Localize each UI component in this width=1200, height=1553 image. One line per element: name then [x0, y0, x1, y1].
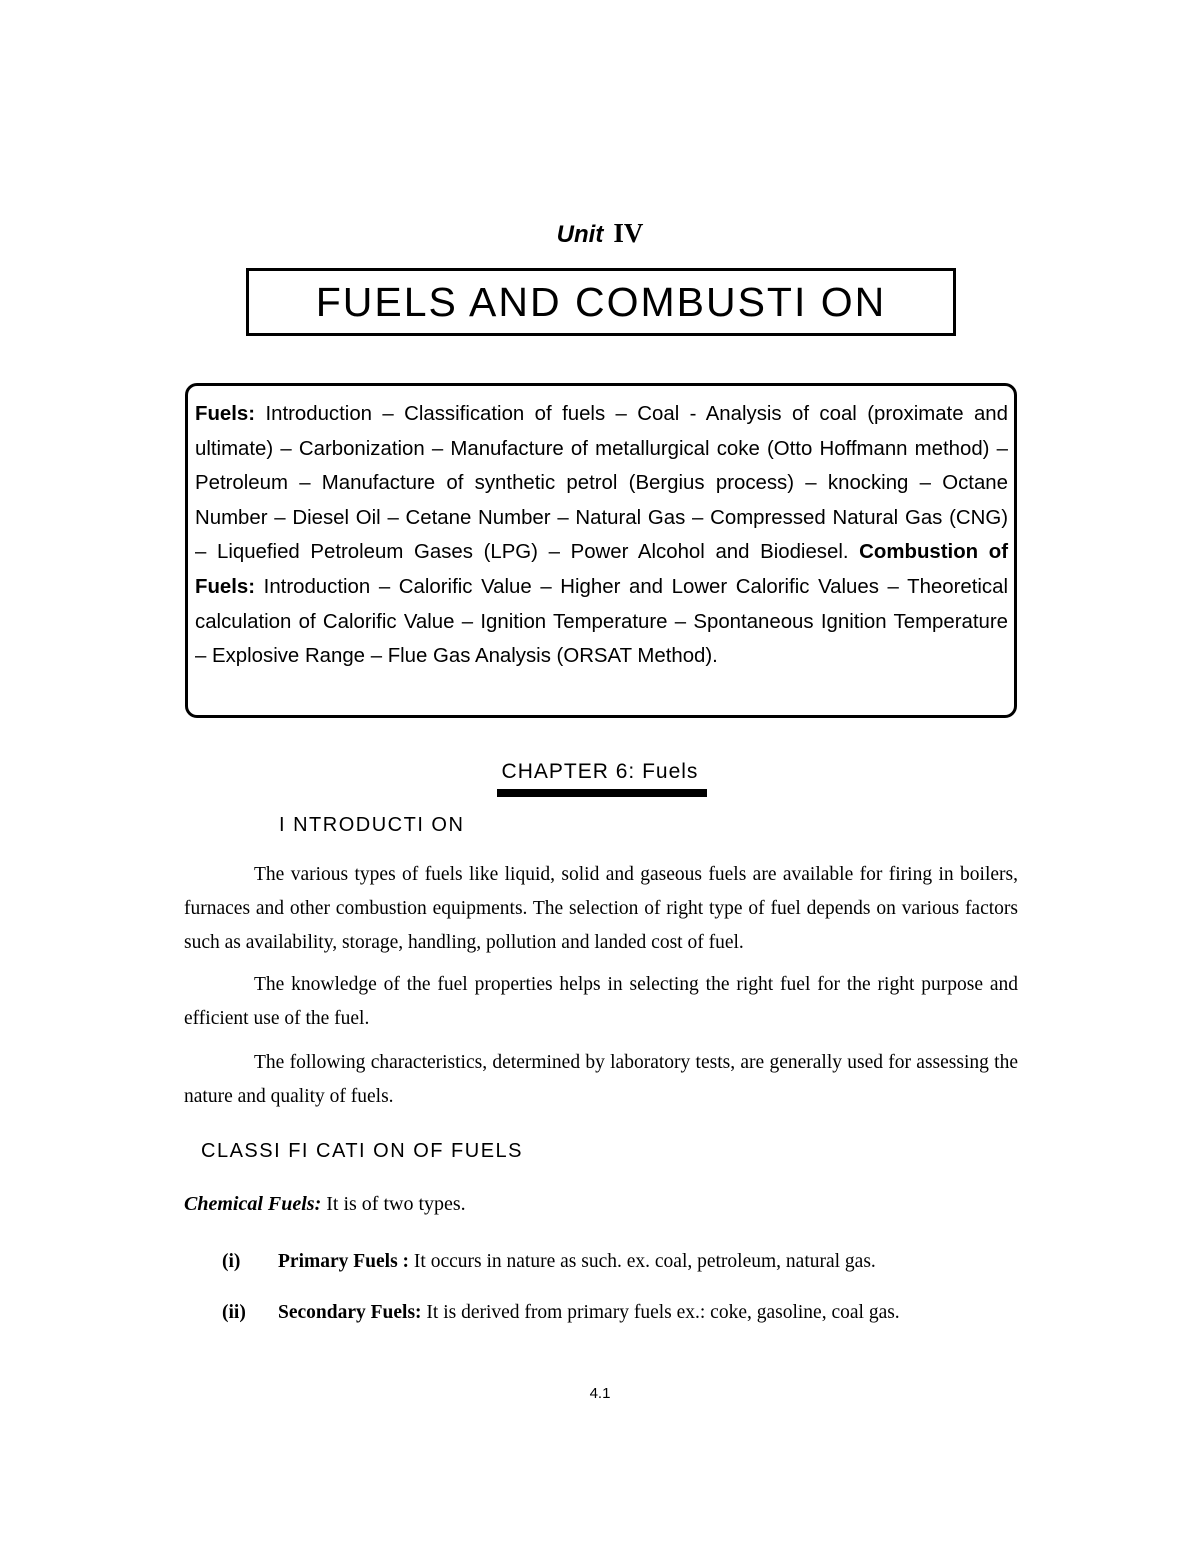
title-box — [246, 268, 956, 336]
syllabus-box — [185, 383, 1017, 718]
chemical-fuels-text: It is of two types. — [321, 1193, 466, 1215]
unit-label: Unit — [556, 221, 604, 248]
list-item-label: Primary Fuels : — [278, 1251, 410, 1272]
chapter-heading: CHAPTER 6: Fuels — [501, 760, 699, 783]
intro-paragraph-3: The following characteristics, determined by laboratory tests, are generally used for assessing the nature and quality of fuels. — [184, 1052, 1018, 1107]
introduction-heading: I NTRODUCTI ON — [279, 814, 465, 836]
list-item — [222, 1302, 900, 1324]
chapter-underline — [497, 789, 707, 797]
list-item-label: Secondary Fuels: — [278, 1302, 422, 1323]
classification-heading: CLASSI FI CATI ON OF FUELS — [201, 1140, 524, 1162]
combustion-text: Introduction – Calorific Value – Higher and Lower Calorific Values – Theoretical calculation of Calorific Value – Ignition Temperature – Spontaneous Ignition Temperature – Explosive Range – Flue Gas Analysis (ORSAT Method). — [195, 575, 1008, 668]
syllabus-text — [195, 397, 1008, 674]
list-item-text: It occurs in nature as such. ex. coal, petroleum, natural gas. — [409, 1251, 876, 1272]
unit-heading — [0, 218, 1200, 249]
fuels-label: Fuels: — [195, 403, 256, 425]
list-item-number: (i) — [222, 1251, 241, 1272]
page-number: 4.1 — [589, 1385, 611, 1402]
list-item-number: (ii) — [222, 1302, 246, 1323]
intro-paragraph-2: The knowledge of the fuel properties helps in selecting the right fuel for the right purpose and efficient use of the fuel. — [184, 974, 1018, 1029]
unit-number: IV — [613, 218, 644, 248]
list-item — [222, 1251, 876, 1273]
intro-paragraph-1: The various types of fuels like liquid, solid and gaseous fuels are available for firing in boilers, furnaces and other combustion equipments. The selection of right type of fuel depends on various factors such as availability, storage, handling, pollution and landed cost of fuel. — [184, 864, 1018, 953]
chemical-fuels-label: Chemical Fuels: — [184, 1193, 322, 1215]
page-title: FUELS AND COMBUSTI ON — [315, 279, 887, 325]
list-item-text: It is derived from primary fuels ex.: coke, gasoline, coal gas. — [421, 1302, 900, 1323]
chemical-fuels-line — [184, 1193, 466, 1216]
combustion-label: Combustion of Fuels: — [195, 541, 1008, 598]
fuels-text: Introduction – Classification of fuels – Coal - Analysis of coal (proximate and ultimate) – Carbonization – Manufacture of metallurgical coke (Otto Hoffmann method) – Petroleum – Manufacture of synthetic petrol (Bergius process) – knocking – Octane Number – Diesel Oil – Cetane Number – Natural Gas – Compressed Natural Gas (CNG) – Liquefied Petroleum Gases (LPG) – Power Alcohol and Biodiesel. — [195, 403, 1008, 564]
